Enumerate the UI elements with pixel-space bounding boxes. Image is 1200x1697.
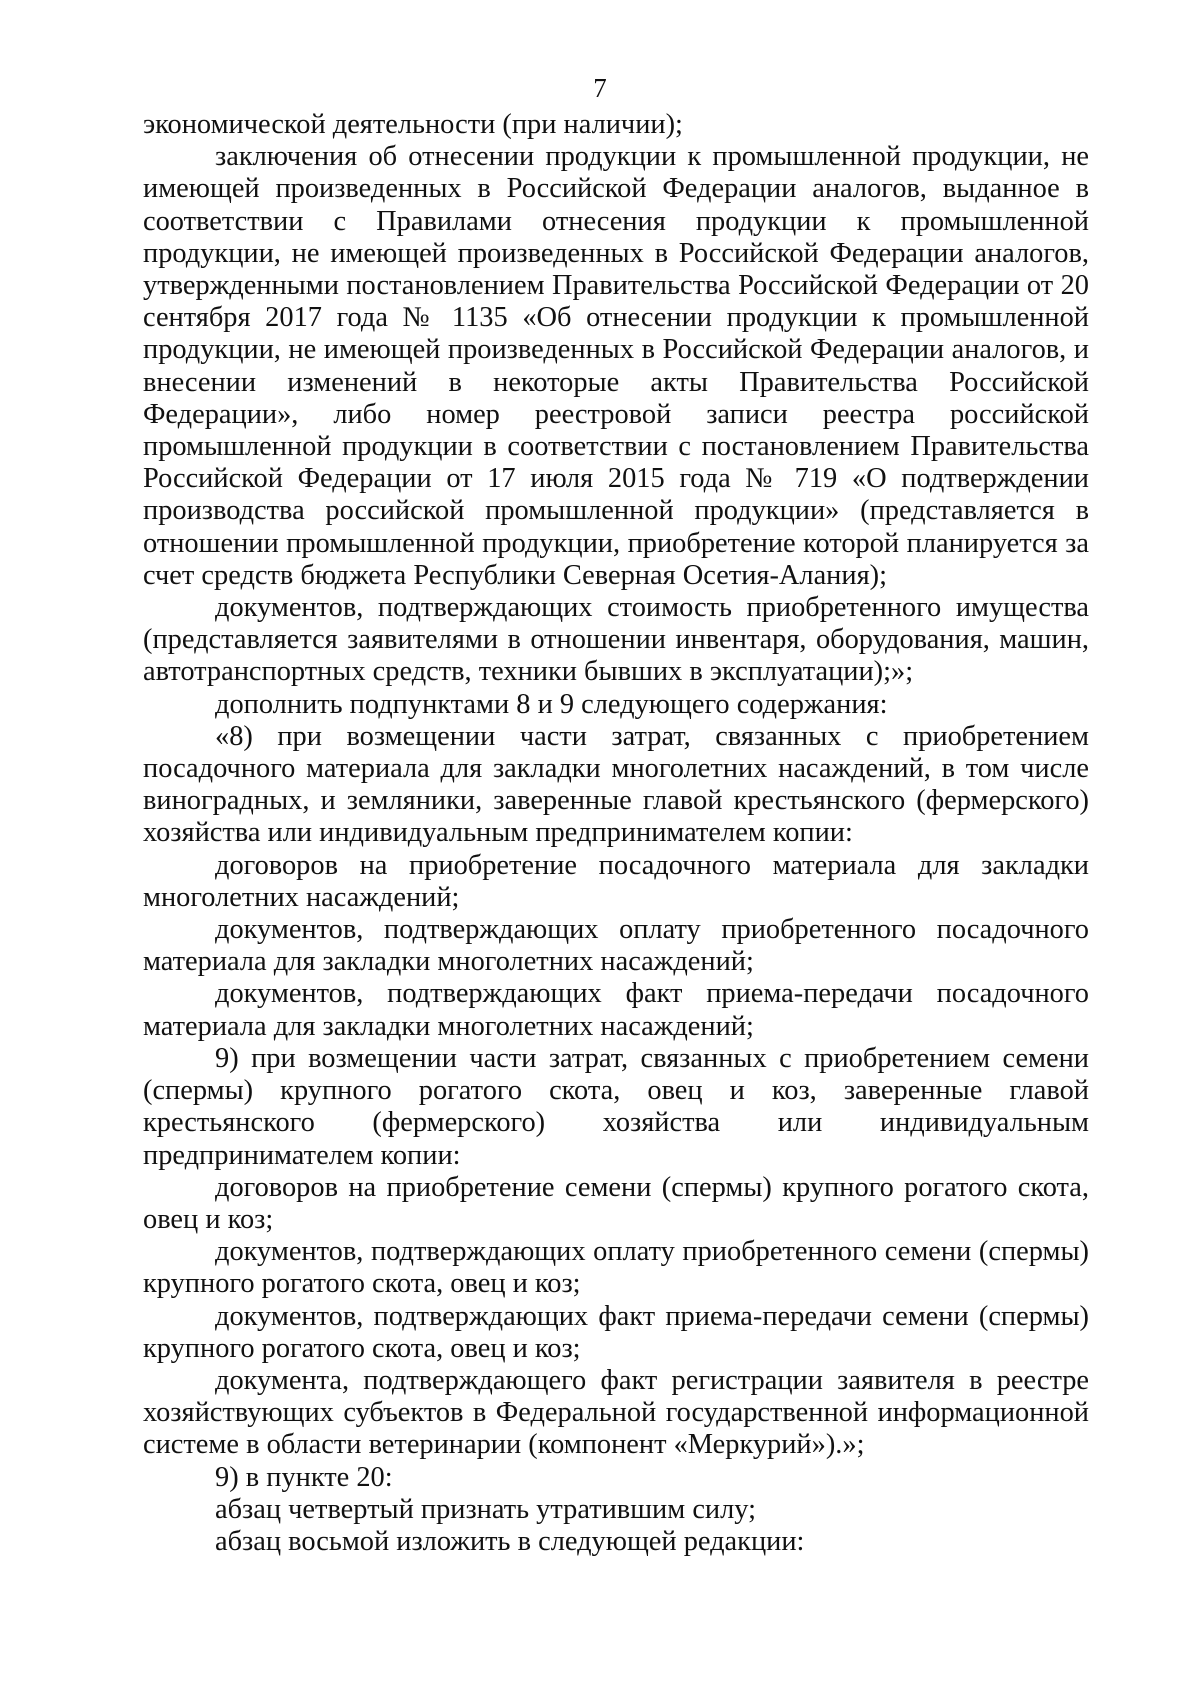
paragraph-add-subpoints: дополнить подпунктами 8 и 9 следующего содержания:	[215, 688, 888, 720]
paragraph-continuation: экономической деятельности (при наличии);	[143, 109, 683, 140]
paragraph-planting-contracts: договоров на приобретение посадочного материала для закладки многолетних насаждений;	[143, 849, 1089, 913]
paragraph-point-20: 9) в пункте 20:	[215, 1461, 393, 1493]
paragraph-fourth-abzac: абзац четвертый признать утратившим силу;	[215, 1493, 756, 1525]
document-body	[143, 109, 1089, 1558]
paragraph-semen-payment: документов, подтверждающих оплату приобретенного семени (спермы) крупного рогатого скота, овец и коз;	[143, 1236, 1089, 1300]
paragraph-industrial-product-conclusion: заключения об отнесении продукции к промышленной продукции, не имеющей произведенных в Российской Федерации аналогов, выданное в соответствии с Правилами отнесения продукции к промышленной продукции, не имеющей произведенных в Российской Федерации аналогов, утвержденными постановлением Правительства Российской Федерации от 20 сентября 2017 года № 1135 «Об отнесении продукции к промышленной продукции, не имеющей произведенных в Российской Федерации аналогов, и внесении изменений в некоторые акты Правительства Российской Федерации», либо номер реестровой записи реестра российской промышленной продукции в соответствии с постановлением Правительства Российской Федерации от 17 июля 2015 года № 719 «О подтверждении производства российской промышленной продукции» (представляется в отношении промышленной продукции, приобретение которой планируется за счет средств бюджета Республики Северная Осетия-Алания);	[143, 141, 1089, 591]
paragraph-semen-contracts: договоров на приобретение семени (спермы) крупного рогатого скота, овец и коз;	[143, 1171, 1089, 1235]
paragraph-property-cost-documents: документов, подтверждающих стоимость приобретенного имущества (представляется заявителями в отношении инвентаря, оборудования, машин, автотранспортных средств, техники бывших в эксплуатации);»;	[143, 592, 1089, 688]
page-number: 7	[593, 73, 607, 103]
paragraph-planting-payment: документов, подтверждающих оплату приобретенного посадочного материала для закладки многолетних насаждений;	[143, 914, 1089, 978]
paragraph-eighth-abzac: абзац восьмой изложить в следующей редакции:	[215, 1525, 805, 1557]
paragraph-mercury-registration: документа, подтверждающего факт регистрации заявителя в реестре хозяйствующих субъектов в Федеральной государственной информационной системе в области ветеринарии (компонент «Меркурий»).»;	[143, 1364, 1089, 1461]
paragraph-planting-transfer: документов, подтверждающих факт приема-передачи посадочного материала для закладки многолетних насаждений;	[143, 978, 1089, 1042]
paragraph-subpoint-9: 9) при возмещении части затрат, связанных с приобретением семени (спермы) крупного рогатого скота, овец и коз, заверенные главой крестьянского (фермерского) хозяйства или индивидуальным предпринимателем копии:	[143, 1042, 1089, 1171]
paragraph-subpoint-8: «8) при возмещении части затрат, связанных с приобретением посадочного материала для закладки многолетних насаждений, в том числе виноградных, и земляники, заверенные главой крестьянского (фермерского) хозяйства или индивидуальным предпринимателем копии:	[143, 720, 1089, 849]
paragraph-semen-transfer: документов, подтверждающих факт приема-передачи семени (спермы) крупного рогатого скота, овец и коз;	[143, 1300, 1089, 1364]
